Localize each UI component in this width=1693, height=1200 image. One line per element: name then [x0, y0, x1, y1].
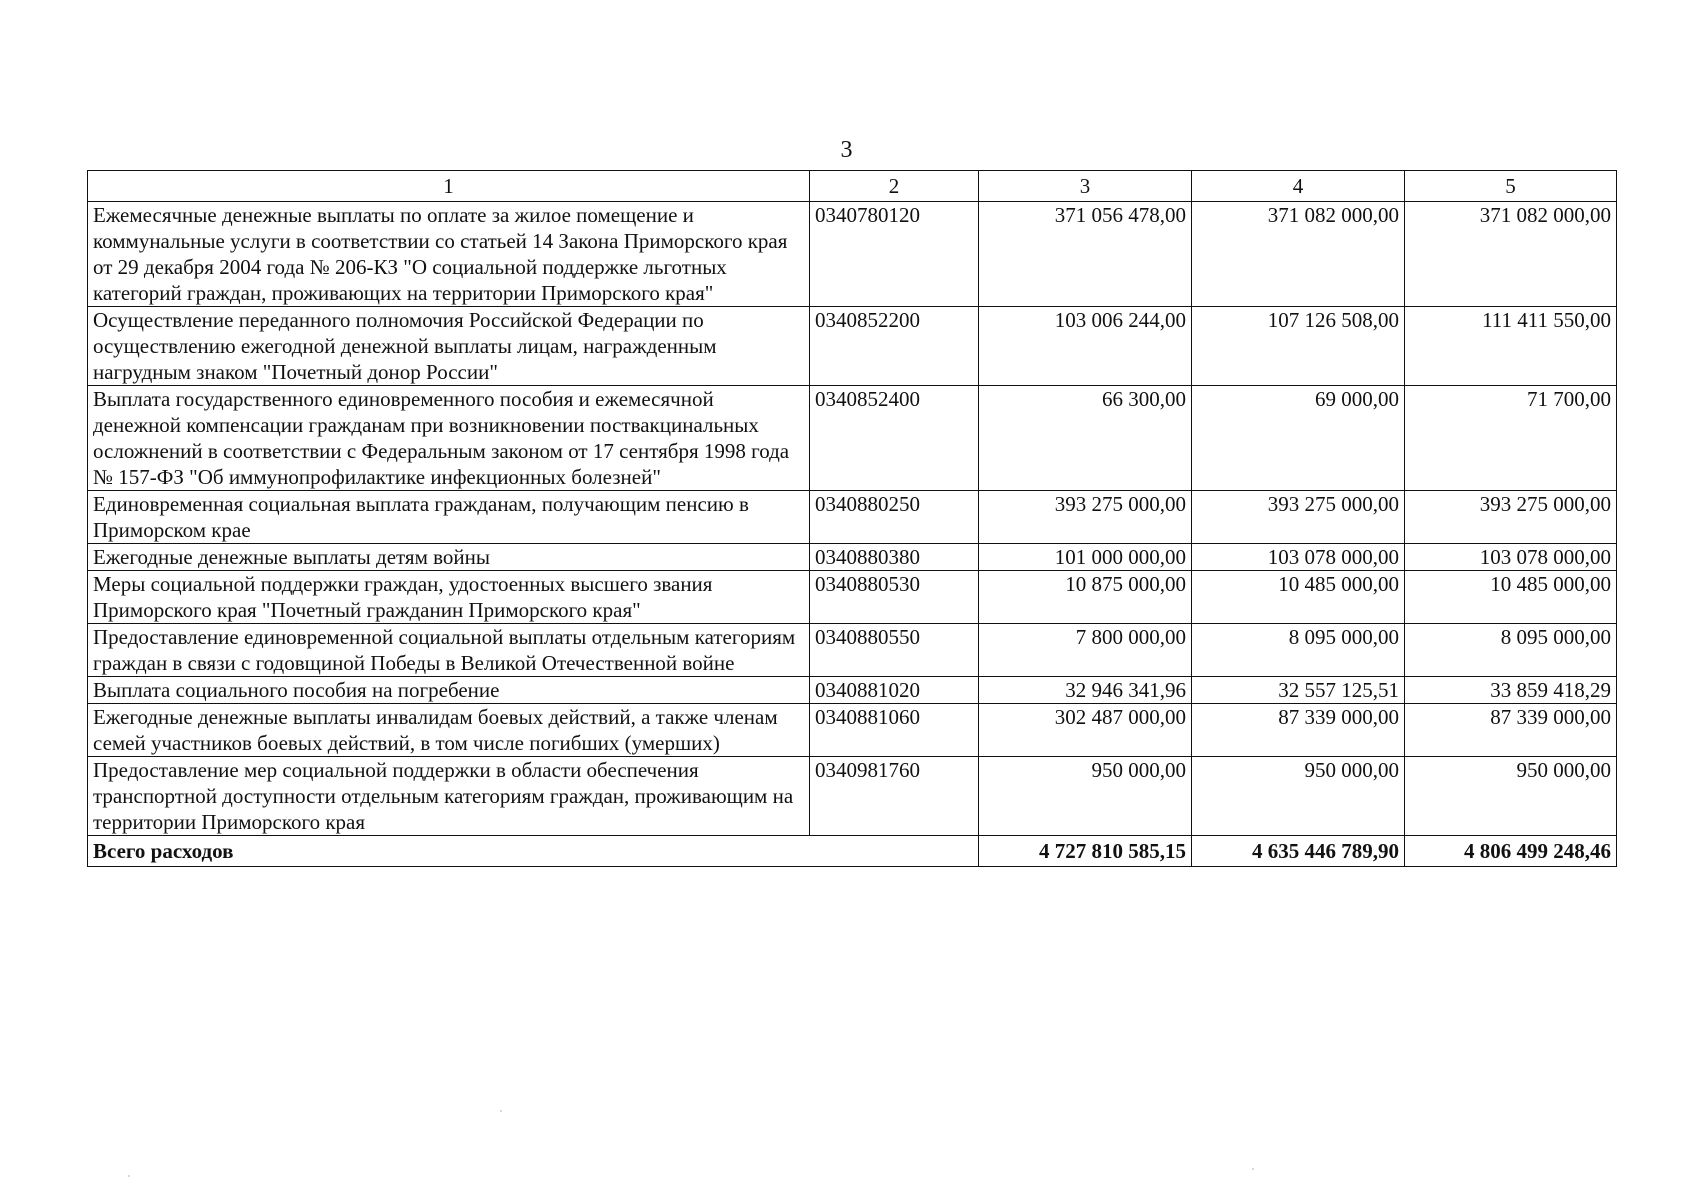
row-value-col3: 950 000,00	[979, 757, 1192, 836]
table-row	[88, 757, 1617, 836]
row-name: Выплата государственного единовременного пособия и ежемесячной денежной компенсации гражданам при возникновении поствакцинальных осложнений в соответствии с Федеральным законом от 17 сентября 1998 года № 157-ФЗ "Об иммунопрофилактике инфекционных болезней"	[88, 386, 810, 491]
row-value-col5: 393 275 000,00	[1405, 491, 1617, 544]
row-name: Выплата социального пособия на погребение	[88, 677, 810, 704]
row-value-col4: 10 485 000,00	[1192, 571, 1405, 624]
row-value-col3: 101 000 000,00	[979, 544, 1192, 571]
row-value-col5: 71 700,00	[1405, 386, 1617, 491]
page-number: 3	[840, 137, 853, 163]
column-header-1: 1	[88, 171, 810, 202]
row-name: Единовременная социальная выплата гражданам, получающим пенсию в Приморском крае	[88, 491, 810, 544]
row-value-col3: 302 487 000,00	[979, 704, 1192, 757]
table-row	[88, 491, 1617, 544]
column-header-2: 2	[810, 171, 979, 202]
total-row	[88, 836, 1617, 867]
row-value-col3: 32 946 341,96	[979, 677, 1192, 704]
row-value-col4: 950 000,00	[1192, 757, 1405, 836]
row-code: 0340852200	[810, 307, 979, 386]
table-row	[88, 677, 1617, 704]
row-code: 0340880380	[810, 544, 979, 571]
row-value-col5: 33 859 418,29	[1405, 677, 1617, 704]
row-name: Ежегодные денежные выплаты инвалидам боевых действий, а также членам семей участников боевых действий, в том числе погибших (умерших)	[88, 704, 810, 757]
row-name: Ежегодные денежные выплаты детям войны	[88, 544, 810, 571]
table-row	[88, 571, 1617, 624]
budget-table	[87, 170, 1617, 867]
row-value-col5: 87 339 000,00	[1405, 704, 1617, 757]
row-code: 0340880250	[810, 491, 979, 544]
row-name: Ежемесячные денежные выплаты по оплате за жилое помещение и коммунальные услуги в соответствии со статьей 14 Закона Приморского края от 29 декабря 2004 года № 206-КЗ "О социальной поддержке льготных категорий граждан, проживающих на территории Приморского края"	[88, 202, 810, 307]
row-value-col4: 393 275 000,00	[1192, 491, 1405, 544]
row-value-col3: 66 300,00	[979, 386, 1192, 491]
scan-speck	[1252, 1168, 1254, 1170]
scan-speck	[128, 1175, 130, 1177]
table-row	[88, 704, 1617, 757]
total-label: Всего расходов	[88, 836, 979, 867]
scan-speck	[500, 1110, 502, 1112]
column-header-4: 4	[1192, 171, 1405, 202]
row-code: 0340780120	[810, 202, 979, 307]
row-value-col5: 371 082 000,00	[1405, 202, 1617, 307]
row-value-col4: 371 082 000,00	[1192, 202, 1405, 307]
column-header-3: 3	[979, 171, 1192, 202]
row-name: Осуществление переданного полномочия Российской Федерации по осуществлению ежегодной денежной выплаты лицам, награжденным нагрудным знаком "Почетный донор России"	[88, 307, 810, 386]
row-value-col4: 69 000,00	[1192, 386, 1405, 491]
total-value-col5: 4 806 499 248,46	[1405, 836, 1617, 867]
table-header-row	[88, 171, 1617, 202]
row-value-col3: 103 006 244,00	[979, 307, 1192, 386]
table-row	[88, 544, 1617, 571]
row-code: 0340881060	[810, 704, 979, 757]
row-value-col5: 10 485 000,00	[1405, 571, 1617, 624]
row-name: Предоставление мер социальной поддержки в области обеспечения транспортной доступности отдельным категориям граждан, проживающим на территории Приморского края	[88, 757, 810, 836]
row-value-col4: 8 095 000,00	[1192, 624, 1405, 677]
row-code: 0340880530	[810, 571, 979, 624]
row-code: 0340881020	[810, 677, 979, 704]
table-row	[88, 307, 1617, 386]
row-value-col5: 950 000,00	[1405, 757, 1617, 836]
row-value-col3: 371 056 478,00	[979, 202, 1192, 307]
table-row	[88, 386, 1617, 491]
total-value-col4: 4 635 446 789,90	[1192, 836, 1405, 867]
column-header-5: 5	[1405, 171, 1617, 202]
row-value-col5: 111 411 550,00	[1405, 307, 1617, 386]
row-code: 0340981760	[810, 757, 979, 836]
row-value-col4: 32 557 125,51	[1192, 677, 1405, 704]
total-value-col3: 4 727 810 585,15	[979, 836, 1192, 867]
row-value-col5: 103 078 000,00	[1405, 544, 1617, 571]
row-name: Меры социальной поддержки граждан, удостоенных высшего звания Приморского края "Почетный гражданин Приморского края"	[88, 571, 810, 624]
table-row	[88, 202, 1617, 307]
row-name: Предоставление единовременной социальной выплаты отдельным категориям граждан в связи с годовщиной Победы в Великой Отечественной войне	[88, 624, 810, 677]
row-value-col4: 107 126 508,00	[1192, 307, 1405, 386]
row-value-col3: 393 275 000,00	[979, 491, 1192, 544]
row-value-col3: 7 800 000,00	[979, 624, 1192, 677]
row-value-col4: 87 339 000,00	[1192, 704, 1405, 757]
row-code: 0340880550	[810, 624, 979, 677]
row-value-col4: 103 078 000,00	[1192, 544, 1405, 571]
row-value-col5: 8 095 000,00	[1405, 624, 1617, 677]
row-code: 0340852400	[810, 386, 979, 491]
table-row	[88, 624, 1617, 677]
row-value-col3: 10 875 000,00	[979, 571, 1192, 624]
